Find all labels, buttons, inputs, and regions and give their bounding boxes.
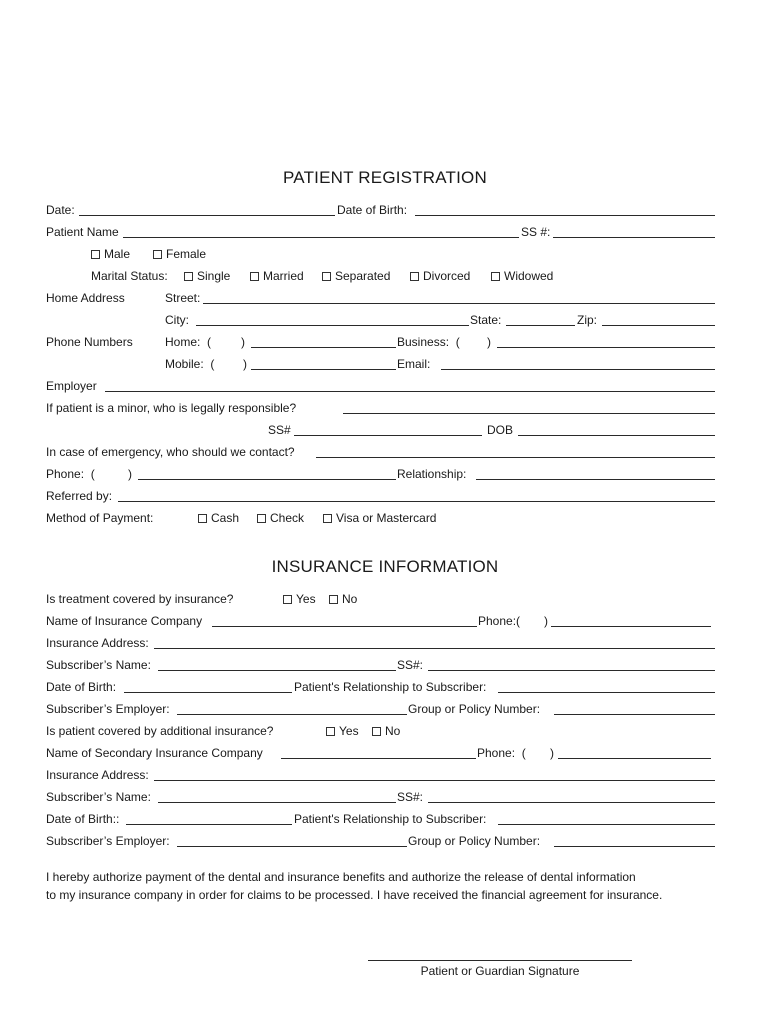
additional-row [46, 724, 715, 739]
married-checkbox[interactable] [250, 272, 259, 281]
city-field[interactable] [196, 325, 469, 326]
marital-row [46, 269, 715, 284]
home-phone-field[interactable] [251, 347, 396, 348]
additional-yes-option[interactable] [326, 724, 359, 739]
date-label: Date: [46, 203, 75, 217]
street-label: Street: [165, 291, 201, 305]
divorced-option[interactable] [410, 269, 470, 284]
zip-label: Zip: [577, 313, 598, 327]
additional-no-option[interactable] [372, 724, 400, 739]
mobile-label: Mobile: ( [165, 357, 215, 371]
check-label: Check [270, 511, 305, 525]
email-label: Email: [397, 357, 431, 371]
signature-label: Patient or Guardian Signature [420, 964, 580, 978]
responsible-ss-field[interactable] [294, 435, 482, 436]
covered-no-option[interactable] [329, 592, 357, 607]
emergency-row [46, 445, 715, 460]
cash-checkbox[interactable] [198, 514, 207, 523]
company-field[interactable] [212, 626, 477, 627]
subscriber-relationship-label: Patient's Relationship to Subscriber: [294, 680, 487, 694]
marital-label: Marital Status: [91, 269, 168, 283]
secondary-subscriber-ss-label: SS#: [397, 790, 424, 804]
single-option[interactable] [184, 269, 230, 284]
home-address-label: Home Address [46, 291, 125, 305]
city-label: City: [165, 313, 189, 327]
responsible-dob-label: DOB [487, 423, 514, 437]
minor-label: If patient is a minor, who is legally responsible? [46, 401, 297, 415]
subscriber-ss-field[interactable] [428, 670, 715, 671]
covered-yes-label: Yes [296, 592, 316, 606]
secondary-employer-field[interactable] [177, 846, 407, 847]
gender-row [46, 247, 715, 262]
female-checkbox[interactable] [153, 250, 162, 259]
card-option[interactable] [323, 511, 436, 526]
secondary-group-label: Group or Policy Number: [408, 834, 541, 848]
widowed-option[interactable] [491, 269, 553, 284]
phone-numbers-label: Phone Numbers [46, 335, 133, 349]
responsible-field[interactable] [343, 413, 715, 414]
emergency-phone-field[interactable] [138, 479, 396, 480]
referred-field[interactable] [118, 501, 715, 502]
covered-no-checkbox[interactable] [329, 595, 338, 604]
check-checkbox[interactable] [257, 514, 266, 523]
covered-no-label: No [342, 592, 358, 606]
secondary-dob-field[interactable] [126, 824, 292, 825]
phone-home-row [46, 335, 715, 350]
subscriber-dob-label: Date of Birth: [46, 680, 117, 694]
female-option[interactable] [153, 247, 206, 262]
male-option[interactable] [91, 247, 130, 262]
secondary-paren-close: ) [550, 746, 554, 760]
secondary-subscriber-ss-field[interactable] [428, 802, 715, 803]
signature-field[interactable] [368, 960, 632, 961]
emergency-phone-label: Phone: ( [46, 467, 95, 481]
employer-field[interactable] [105, 391, 715, 392]
secondary-subscriber-name-row [46, 790, 715, 805]
ss-label: SS #: [521, 225, 551, 239]
divorced-checkbox[interactable] [410, 272, 419, 281]
relationship-field[interactable] [476, 479, 715, 480]
secondary-employer-label: Subscriber’s Employer: [46, 834, 170, 848]
secondary-relationship-label: Patient's Relationship to Subscriber: [294, 812, 487, 826]
cash-option[interactable] [198, 511, 239, 526]
single-checkbox[interactable] [184, 272, 193, 281]
separated-label: Separated [335, 269, 391, 283]
subscriber-employer-field[interactable] [177, 714, 407, 715]
secondary-employer-row [46, 834, 715, 849]
group-label: Group or Policy Number: [408, 702, 541, 716]
male-label: Male [104, 247, 131, 261]
company-row [46, 614, 715, 629]
home-phone-label: Home: ( [165, 335, 212, 349]
dob-field[interactable] [415, 215, 715, 216]
street-row [46, 291, 715, 306]
mobile-field[interactable] [251, 369, 396, 370]
cash-label: Cash [211, 511, 240, 525]
dob-label: Date of Birth: [337, 203, 408, 217]
authorization-text [46, 868, 716, 904]
state-label: State: [470, 313, 502, 327]
covered-label: Is treatment covered by insurance? [46, 592, 234, 606]
ss-field[interactable] [553, 237, 715, 238]
widowed-checkbox[interactable] [491, 272, 500, 281]
company-paren-close: ) [544, 614, 548, 628]
emergency-contact-field[interactable] [316, 457, 715, 458]
minor-row [46, 401, 715, 416]
secondary-subscriber-name-label: Subscriber’s Name: [46, 790, 151, 804]
date-row [46, 203, 715, 218]
covered-row [46, 592, 715, 607]
mobile-row [46, 357, 715, 372]
patient-name-field[interactable] [123, 237, 519, 238]
secondary-company-label: Name of Secondary Insurance Company [46, 746, 263, 760]
business-paren-close: ) [487, 335, 491, 349]
insurance-title: INSURANCE INFORMATION [271, 557, 499, 576]
married-label: Married [263, 269, 304, 283]
subscriber-name-label: Subscriber’s Name: [46, 658, 151, 672]
secondary-address-row [46, 768, 715, 783]
city-row [46, 313, 715, 328]
divorced-label: Divorced [423, 269, 471, 283]
secondary-address-field[interactable] [154, 780, 715, 781]
card-label: Visa or Mastercard [336, 511, 437, 525]
subscriber-relationship-field[interactable] [498, 692, 715, 693]
email-field[interactable] [441, 369, 715, 370]
covered-yes-option[interactable] [283, 592, 316, 607]
covered-yes-checkbox[interactable] [283, 595, 292, 604]
secondary-company-row [46, 746, 715, 761]
responsible-ss-label: SS# [268, 423, 291, 437]
widowed-label: Widowed [504, 269, 554, 283]
subscriber-ss-label: SS#: [397, 658, 424, 672]
secondary-dob-row [46, 812, 715, 827]
separated-checkbox[interactable] [322, 272, 331, 281]
zip-field[interactable] [602, 325, 715, 326]
authorization-line-1: I hereby authorize payment of the dental and insurance benefits and authorize the release of dental information [46, 870, 636, 884]
payment-label: Method of Payment: [46, 511, 154, 525]
responsible-dob-field[interactable] [518, 435, 715, 436]
relationship-label: Relationship: [397, 467, 467, 481]
secondary-company-field[interactable] [281, 758, 476, 759]
subscriber-dob-field[interactable] [124, 692, 292, 693]
subscriber-employer-label: Subscriber’s Employer: [46, 702, 170, 716]
female-label: Female [166, 247, 207, 261]
insurance-address-field[interactable] [154, 648, 715, 649]
secondary-relationship-field[interactable] [498, 824, 715, 825]
mobile-paren-close: ) [243, 357, 247, 371]
additional-no-label: No [385, 724, 401, 738]
registration-title: PATIENT REGISTRATION [283, 168, 487, 187]
referred-label: Referred by: [46, 489, 113, 503]
patient-name-row [46, 225, 715, 240]
authorization-line-2: to my insurance company in order for claims to be processed. I have received the financial agreement for insurance. [46, 888, 663, 902]
additional-yes-label: Yes [339, 724, 359, 738]
patient-name-label: Patient Name [46, 225, 119, 239]
secondary-phone-label: Phone: ( [477, 746, 526, 760]
check-option[interactable] [257, 511, 304, 526]
insurance-address-label: Insurance Address: [46, 636, 149, 650]
date-field[interactable] [79, 215, 335, 216]
home-paren-close: ) [241, 335, 245, 349]
subscriber-employer-row [46, 702, 715, 717]
single-label: Single [197, 269, 231, 283]
male-checkbox[interactable] [91, 250, 100, 259]
additional-no-checkbox[interactable] [372, 727, 381, 736]
insurance-address-row [46, 636, 715, 651]
business-phone-label: Business: ( [397, 335, 460, 349]
separated-option[interactable] [322, 269, 390, 284]
secondary-address-label: Insurance Address: [46, 768, 149, 782]
emergency-paren-close: ) [128, 467, 132, 481]
subscriber-name-row [46, 658, 715, 673]
referred-row [46, 489, 715, 504]
subscriber-dob-row [46, 680, 715, 695]
business-phone-field[interactable] [497, 347, 715, 348]
emergency-phone-row [46, 467, 715, 482]
company-phone-field[interactable] [551, 626, 711, 627]
payment-row [46, 511, 715, 526]
secondary-dob-label: Date of Birth:: [46, 812, 120, 826]
card-checkbox[interactable] [323, 514, 332, 523]
company-label: Name of Insurance Company [46, 614, 203, 628]
employer-label: Employer [46, 379, 97, 393]
married-option[interactable] [250, 269, 304, 284]
emergency-label: In case of emergency, who should we contact? [46, 445, 295, 459]
responsible-ss-row [46, 423, 715, 438]
subscriber-name-field[interactable] [158, 670, 396, 671]
additional-label: Is patient covered by additional insurance? [46, 724, 274, 738]
additional-yes-checkbox[interactable] [326, 727, 335, 736]
secondary-subscriber-name-field[interactable] [158, 802, 396, 803]
group-field[interactable] [554, 714, 715, 715]
employer-row [46, 379, 715, 394]
state-field[interactable] [506, 325, 575, 326]
secondary-group-field[interactable] [554, 846, 715, 847]
secondary-phone-field[interactable] [558, 758, 711, 759]
company-phone-label: Phone:( [478, 614, 521, 628]
street-field[interactable] [203, 303, 715, 304]
